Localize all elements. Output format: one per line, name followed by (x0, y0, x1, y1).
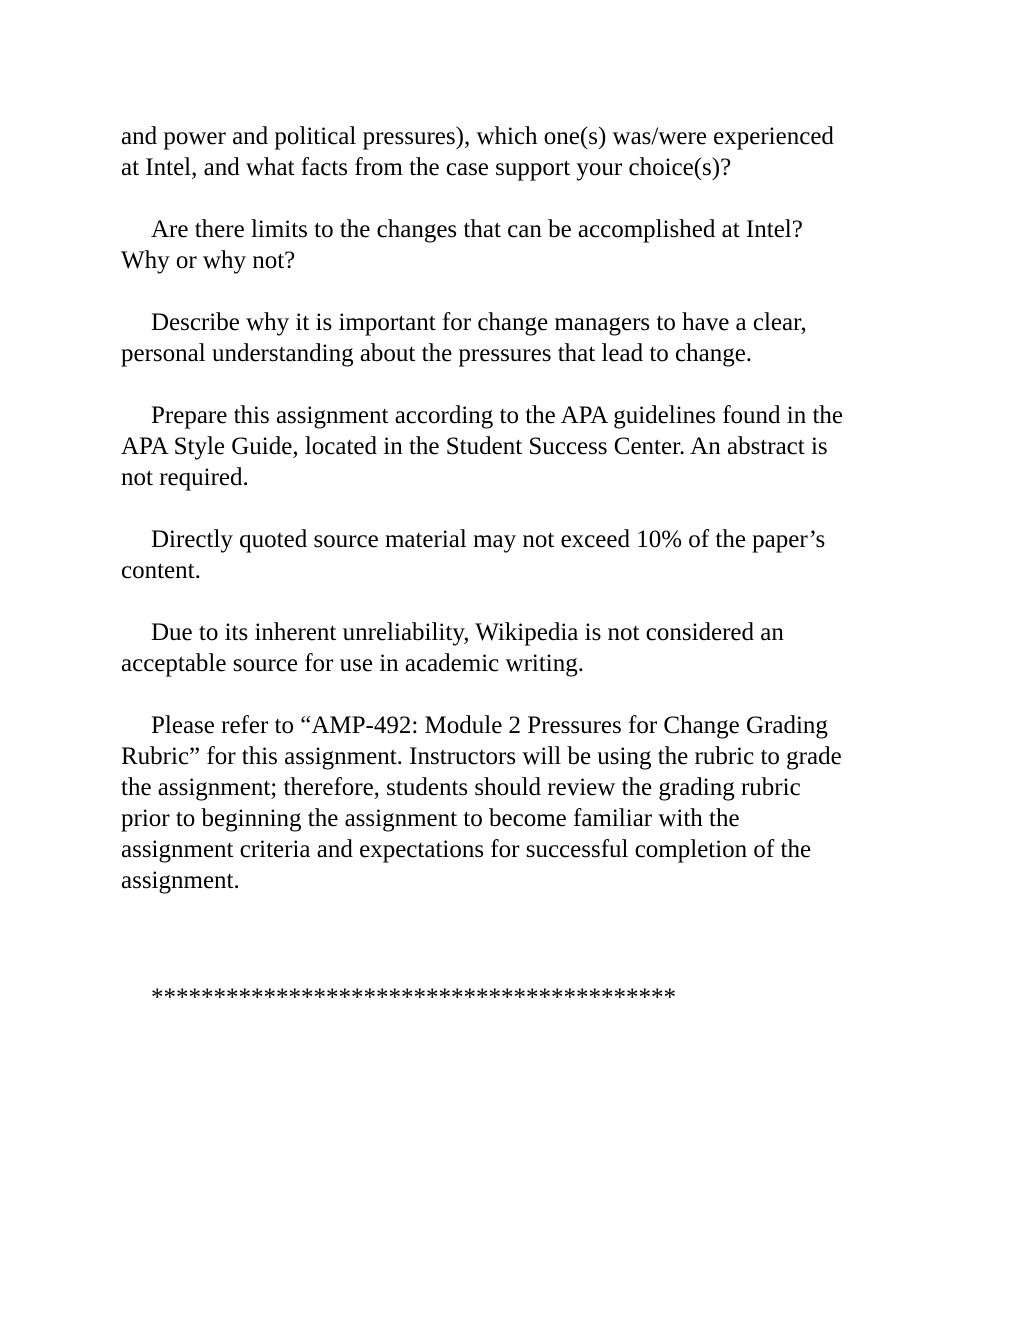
paragraph-pressures-question: and power and political pressures), which one(s) was/were experienced at Intel, and what facts from the case support your choice(s)? (121, 123, 834, 181)
paragraph-quoted-material: Directly quoted source material may not exceed 10% of the paper’s content. (121, 526, 826, 584)
paragraph-apa-guidelines: Prepare this assignment according to the APA guidelines found in the APA Style Guide, located in the Student Success Center. An abstract is not required. (121, 402, 844, 491)
paragraph-rubric: Please refer to “AMP-492: Module 2 Pressures for Change Grading Rubric” for this assignment. Instructors will be using the rubric to grade the assignment; therefore, students should review the grading rubric prior to beginning the assignment to become familiar with the assignment criteria and expectations for successful completion of the assignment. (121, 712, 842, 894)
document-body (121, 121, 911, 927)
separator-line: ****************************************** (151, 984, 676, 1011)
paragraph-limits-question: Are there limits to the changes that can be accomplished at Intel? Why or why not? (121, 216, 803, 274)
paragraph-wikipedia: Due to its inherent unreliability, Wikipedia is not considered an acceptable source for use in academic writing. (121, 619, 784, 677)
paragraph-change-managers: Describe why it is important for change managers to have a clear, personal understanding about the pressures that lead to change. (121, 309, 807, 367)
